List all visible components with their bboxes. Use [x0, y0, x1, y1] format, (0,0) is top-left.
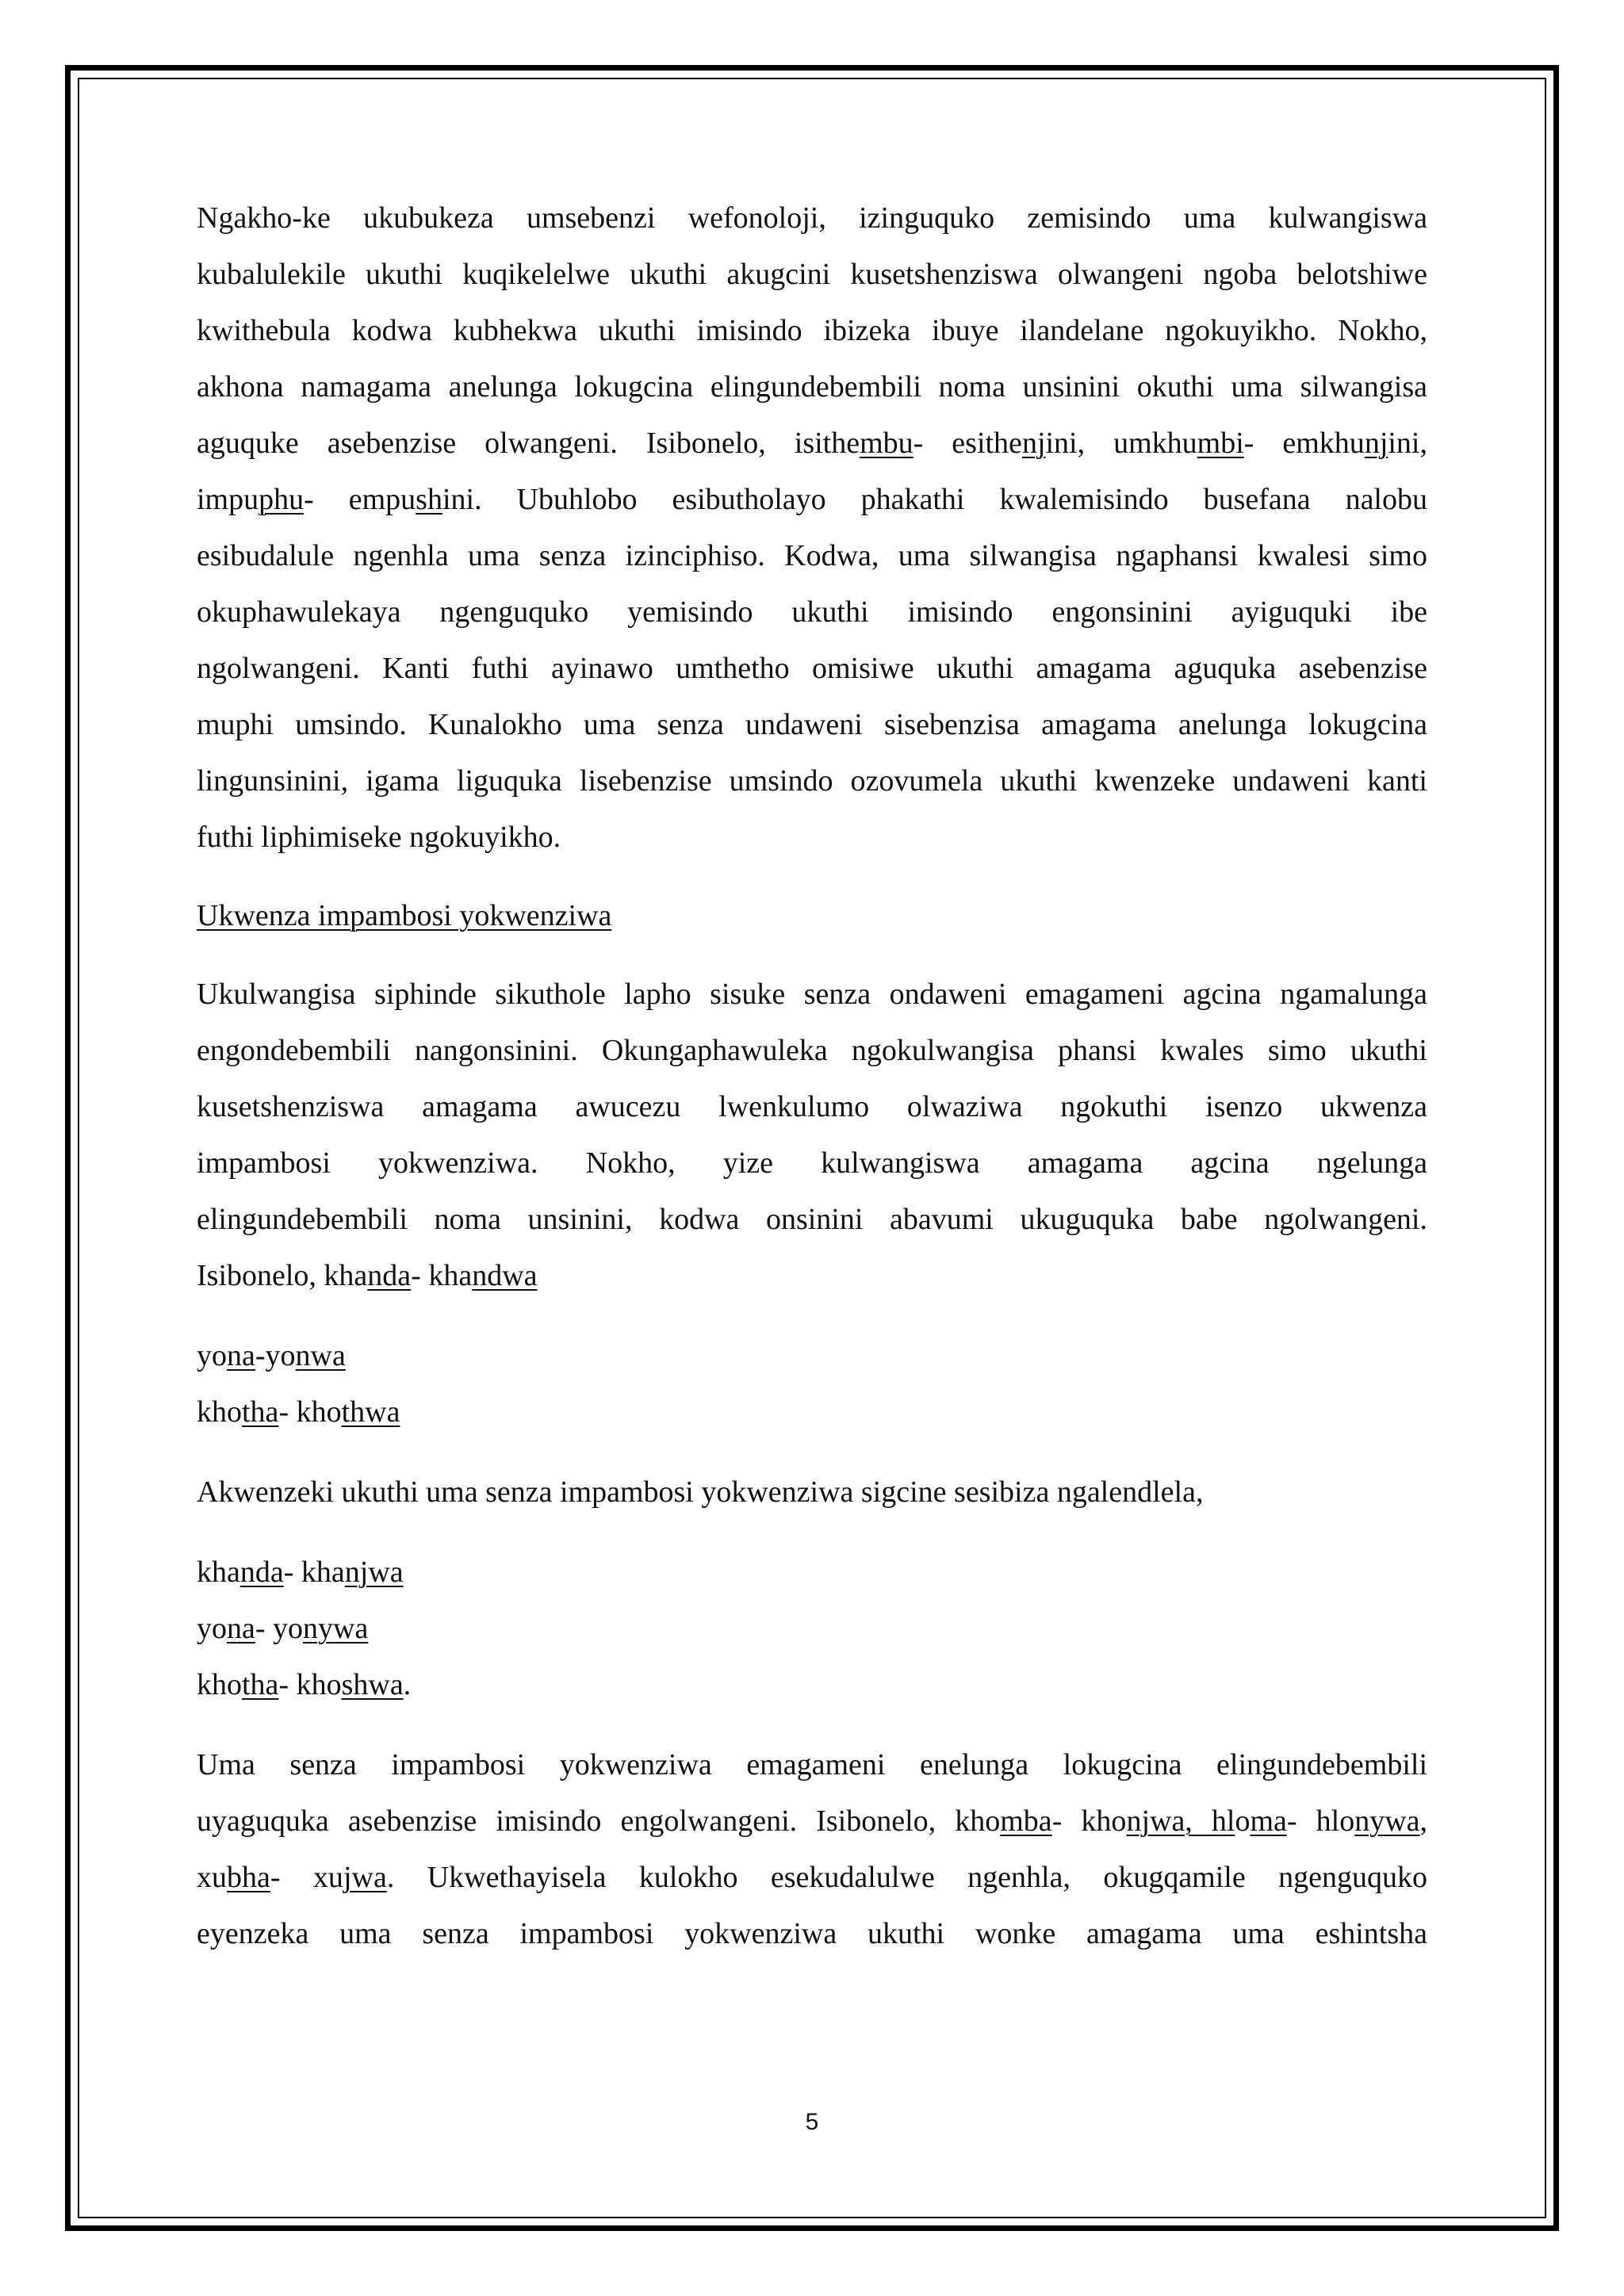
text-line: khotha- khoshwa.: [197, 1668, 412, 1701]
text-line: yona- yonywa: [197, 1612, 369, 1645]
text-line: impambosi yokwenziwa. Nokho, yize kulwangiswa amagama agcina ngelunga: [197, 1146, 1427, 1180]
text-line: esibudalule ngenhla uma senza izinciphiso. Kodwa, uma silwangisa ngaphansi kwalesi simo: [197, 539, 1427, 572]
text-line: khotha- khothwa: [197, 1395, 400, 1429]
paragraph-3: [197, 1737, 1427, 1962]
text-line: eyenzeka uma senza impambosi yokwenziwa ukuthi wonke amagama uma eshintsha: [197, 1917, 1427, 1950]
text-line: akhona namagama anelunga lokugcina elingundebembili noma unsinini okuthi uma silwangisa: [197, 370, 1427, 404]
text-line: Ngakho-ke ukubukeza umsebenzi wefonoloji, izinguquko zemisindo uma kulwangiswa: [197, 201, 1427, 235]
underlined-segment: shwa: [341, 1668, 404, 1701]
text-line: Uma senza impambosi yokwenziwa emagameni enelunga lokugcina elingundebembili: [197, 1748, 1427, 1781]
text-line: khanda- khanjwa: [197, 1556, 404, 1589]
underlined-segment: na: [227, 1339, 255, 1372]
underlined-segment: nwa: [295, 1339, 346, 1372]
underlined-segment: njwa: [344, 1556, 404, 1589]
underlined-segment: sh: [416, 483, 442, 516]
paragraph-2: [197, 966, 1427, 1304]
text-line: Ukulwangisa siphinde sikuthole lapho sisuke senza ondaweni emagameni agcina ngamalunga: [197, 978, 1427, 1011]
text-line: Isibonelo, khanda- khandwa: [197, 1259, 538, 1292]
underlined-segment: jwa: [343, 1861, 387, 1894]
underlined-segment: na: [227, 1612, 255, 1645]
underlined-segment: njwa, hl: [1126, 1804, 1235, 1838]
underlined-segment: tha: [242, 1395, 279, 1429]
text-line: kubalulekile ukuthi kuqikelelwe ukuthi akugcini kusetshenziswa olwangeni ngoba belotshiwe: [197, 258, 1427, 291]
document-body: [197, 190, 1427, 1962]
text-line: aguquke asebenzise olwangeni. Isibonelo, isithembu- esithenjini, umkhumbi- emkhunjini,: [197, 427, 1427, 460]
underlined-segment: ndwa: [472, 1259, 538, 1292]
text-line: kusetshenziswa amagama awucezu lwenkulumo olwaziwa ngokuthi isenzo ukwenza: [197, 1090, 1427, 1123]
underlined-segment: nda: [239, 1556, 284, 1589]
underlined-segment: nda: [367, 1259, 412, 1292]
sentence: Akwenzeki ukuthi uma senza impambosi yokwenziwa sigcine sesibiza ngalendlela,: [197, 1475, 1204, 1509]
underlined-segment: mba: [1000, 1804, 1052, 1838]
text-line: xubha- xujwa. Ukwethayisela kulokho esekudalulwe ngenhla, okugqamile ngenguquko: [197, 1861, 1427, 1894]
text-line: ngolwangeni. Kanti futhi ayinawo umthetho omisiwe ukuthi amagama aguquka asebenzise: [197, 652, 1427, 685]
heading-text: Ukwenza impambosi yokwenziwa: [197, 899, 612, 932]
text-line: yona-yonwa: [197, 1339, 346, 1372]
text-line: okuphawulekaya ngenguquko yemisindo ukuthi imisindo engonsinini ayiguquki ibe: [197, 595, 1427, 629]
underlined-segment: mbu: [860, 427, 914, 460]
underlined-segment: nywa: [1354, 1804, 1420, 1838]
underlined-segment: mbi: [1197, 427, 1244, 460]
text-line: futhi liphimiseke ngokuyikho.: [197, 821, 561, 854]
text-line: uyaguquka asebenzise imisindo engolwangeni. Isibonelo, khomba- khonjwa, hloma- hlonywa,: [197, 1804, 1427, 1838]
text-line: impuphu- empushini. Ubuhlobo esibutholayo phakathi kwalemisindo busefana nalobu: [197, 483, 1427, 516]
underlined-segment: nywa: [303, 1612, 369, 1645]
underlined-segment: nj: [1364, 427, 1388, 460]
underlined-segment: ma: [1250, 1804, 1287, 1838]
text-line: muphi umsindo. Kunalokho uma senza undaweni sisebenzisa amagama anelunga lokugcina: [197, 708, 1427, 741]
text-line: elingundebembili noma unsinini, kodwa onsinini abavumi ukuguquka babe ngolwangeni.: [197, 1203, 1427, 1236]
text-line: lingunsinini, igama liguquka lisebenzise umsindo ozovumela ukuthi kwenzeke undaweni kanti: [197, 764, 1427, 798]
underlined-segment: phu: [259, 483, 304, 516]
example-list-2: [197, 1544, 1427, 1713]
underlined-segment: tha: [242, 1668, 279, 1701]
text-line: kwithebula kodwa kubhekwa ukuthi imisindo ibizeka ibuye ilandelane ngokuyikho. Nokho,: [197, 314, 1427, 347]
paragraph-1: [197, 190, 1427, 866]
section-heading: [197, 888, 1427, 944]
underlined-segment: thwa: [341, 1395, 400, 1429]
page-number: 5: [805, 2109, 819, 2135]
example-list-1: [197, 1328, 1427, 1441]
underlined-segment: bha: [227, 1861, 270, 1894]
text-line: engondebembili nangonsinini. Okungaphawuleka ngokulwangisa phansi kwales simo ukuthi: [197, 1034, 1427, 1067]
underlined-segment: nj: [1021, 427, 1046, 460]
